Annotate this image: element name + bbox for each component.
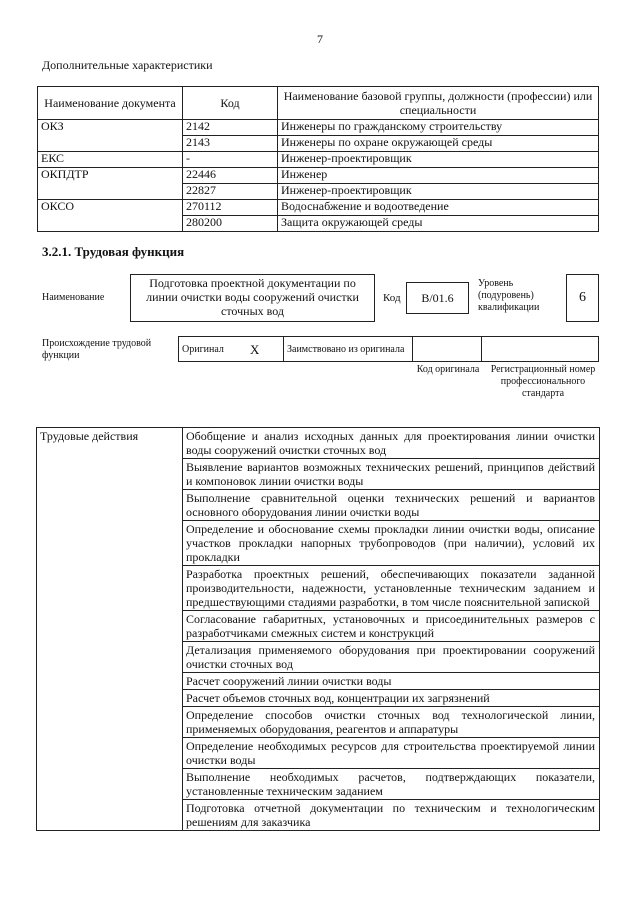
original-label: Оригинал bbox=[179, 337, 248, 362]
header-group-name: Наименование базовой группы, должности (профессии) или специальности bbox=[278, 87, 599, 120]
table-header-row bbox=[38, 87, 599, 120]
borrowed-label: Заимствовано из оригинала bbox=[284, 337, 413, 362]
labor-actions-table bbox=[36, 427, 600, 831]
labor-action-item: Расчет сооружений линии очистки воды bbox=[183, 673, 600, 690]
cell-group-name: Инженер-проектировщик bbox=[278, 184, 599, 200]
labor-action-item: Разработка проектных решений, обеспечивающих показатели заданной производительности, надежности, установленные техническим заданием и предшествующими стадиями разработки, в том числе пояснительной запиской bbox=[183, 566, 600, 611]
level-label: Уровень (подуровень) квалификации bbox=[478, 278, 540, 313]
table-row bbox=[38, 136, 599, 152]
labor-action-item: Расчет объемов сточных вод, концентрации их загрязнений bbox=[183, 690, 600, 707]
code-original-label: Код оригинала bbox=[416, 364, 480, 375]
cell-group-name: Инженеры по охране окружающей среды bbox=[278, 136, 599, 152]
labor-action-item: Детализация применяемого оборудования при проектировании сооружений очистки сточных вод bbox=[183, 642, 600, 673]
origin-row bbox=[179, 337, 599, 362]
labor-action-item: Определение способов очистки сточных вод технологической линии, применяемых оборудования, реагентов и аппаратуры bbox=[183, 707, 600, 738]
cell-document: ОКПДТР bbox=[38, 168, 183, 184]
cell-document bbox=[38, 216, 183, 232]
labor-action-item: Определение необходимых ресурсов для строительства проектируемой линии очистки воды bbox=[183, 738, 600, 769]
table-row bbox=[38, 168, 599, 184]
page-number: 7 bbox=[317, 32, 323, 46]
labor-action-item: Согласование габаритных, установочных и присоединительных размеров с разработчиками смежных систем и конструкций bbox=[183, 611, 600, 642]
table-row bbox=[38, 184, 599, 200]
cell-document bbox=[38, 136, 183, 152]
table-row bbox=[38, 120, 599, 136]
reg-number-label: Регистрационный номер профессионального стандарта bbox=[490, 364, 596, 399]
reg-number-cell bbox=[482, 337, 599, 362]
cell-code: - bbox=[183, 152, 278, 168]
cell-document bbox=[38, 184, 183, 200]
cell-group-name: Инженеры по гражданскому строительству bbox=[278, 120, 599, 136]
labor-action-item: Выполнение необходимых расчетов, подтверждающих показатели, установленные техническим заданием bbox=[183, 769, 600, 800]
function-name-box: Подготовка проектной документации по линии очистки воды сооружений очистки сточных вод bbox=[130, 274, 375, 322]
origin-table bbox=[178, 336, 599, 362]
labor-action-item: Определение и обоснование схемы прокладки линии очистки воды, описание участков прокладки напорных трубопроводов (при наличии), условий их прокладки bbox=[183, 521, 600, 566]
header-code: Код bbox=[183, 87, 278, 120]
table-row bbox=[38, 216, 599, 232]
code-label: Код bbox=[383, 292, 401, 304]
labor-action-item: Обобщение и анализ исходных данных для проектирования линии очистки воды сооружений очистки сточных вод bbox=[183, 428, 600, 459]
function-code-box: B/01.6 bbox=[406, 282, 469, 314]
cell-document: ОКСО bbox=[38, 200, 183, 216]
labor-actions-label: Трудовые действия bbox=[37, 428, 183, 831]
cell-code: 280200 bbox=[183, 216, 278, 232]
labor-action-item: Подготовка отчетной документации по техническим и технологическим решениям для заказчика bbox=[183, 800, 600, 831]
cell-code: 2143 bbox=[183, 136, 278, 152]
cell-group-name: Инженер bbox=[278, 168, 599, 184]
cell-code: 270112 bbox=[183, 200, 278, 216]
cell-group-name: Защита окружающей среды bbox=[278, 216, 599, 232]
cell-code: 22827 bbox=[183, 184, 278, 200]
labor-action-row bbox=[37, 428, 600, 459]
cell-code: 22446 bbox=[183, 168, 278, 184]
origin-label: Происхождение трудовой функции bbox=[42, 338, 152, 361]
cell-document: ОКЗ bbox=[38, 120, 183, 136]
original-mark: X bbox=[247, 337, 284, 362]
labor-action-item: Выявление вариантов возможных технических решений, принципов действий и компоновок линии очистки воды bbox=[183, 459, 600, 490]
table-row bbox=[38, 200, 599, 216]
additional-characteristics-title: Дополнительные характеристики bbox=[42, 58, 213, 72]
cell-code: 2142 bbox=[183, 120, 278, 136]
cell-group-name: Водоснабжение и водоотведение bbox=[278, 200, 599, 216]
header-document: Наименование документа bbox=[38, 87, 183, 120]
additional-characteristics-table bbox=[37, 86, 599, 232]
cell-document: ЕКС bbox=[38, 152, 183, 168]
cell-group-name: Инженер-проектировщик bbox=[278, 152, 599, 168]
level-box: 6 bbox=[566, 274, 599, 322]
code-original-cell bbox=[413, 337, 482, 362]
name-label: Наименование bbox=[42, 292, 105, 303]
table-row bbox=[38, 152, 599, 168]
section-title: 3.2.1. Трудовая функция bbox=[42, 244, 185, 259]
labor-action-item: Выполнение сравнительной оценки технических решений и вариантов основного оборудования линии очистки воды bbox=[183, 490, 600, 521]
